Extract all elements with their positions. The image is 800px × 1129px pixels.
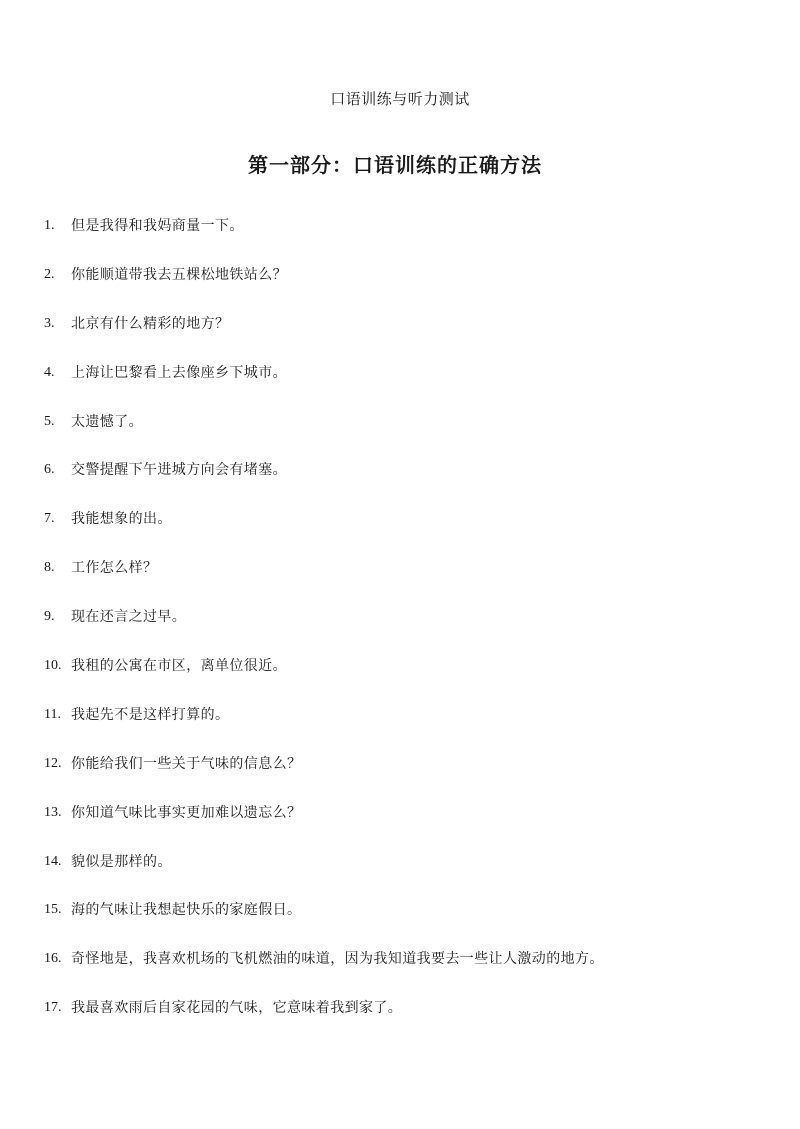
- item-number: 14.: [44, 853, 62, 869]
- item-text: 貌似是那样的。: [71, 853, 172, 870]
- item-text: 但是我得和我妈商量一下。: [71, 218, 244, 234]
- item-number: 3.: [44, 315, 55, 331]
- list-item: [44, 754, 764, 803]
- list-item: [44, 900, 764, 949]
- item-text: 海的气味让我想起快乐的家庭假日。: [71, 902, 302, 919]
- document-header-title: 口语训练与听力测试: [330, 90, 470, 108]
- item-number: 5.: [44, 413, 55, 429]
- item-text: 奇怪地是，我喜欢机场的飞机燃油的味道，因为我知道我要去一些让人激动的地方。: [71, 951, 604, 968]
- list-item: [44, 803, 764, 852]
- list-item: [44, 998, 764, 1047]
- list-item: [44, 656, 764, 705]
- list-item: [44, 705, 764, 754]
- list-item: [44, 363, 764, 412]
- item-text: 上海让巴黎看上去像座乡下城市。: [71, 364, 287, 381]
- item-text: 北京有什么精彩的地方？: [71, 315, 230, 332]
- item-text: 工作怎么样？: [71, 560, 158, 577]
- item-text: 现在还言之过早。: [71, 609, 187, 626]
- list-item: [44, 460, 764, 509]
- item-number: 10.: [44, 658, 62, 674]
- list-item: [44, 509, 764, 558]
- item-text: 我最喜欢雨后自家花园的气味，它意味着我到家了。: [71, 1000, 403, 1017]
- item-number: 16.: [44, 951, 62, 967]
- item-number: 12.: [44, 755, 62, 771]
- list-item: [44, 314, 764, 363]
- section-title: 第一部分：口语训练的正确方法: [248, 153, 542, 177]
- item-number: 11.: [44, 706, 61, 722]
- item-number: 8.: [44, 560, 55, 576]
- item-number: 2.: [44, 266, 55, 282]
- item-text: 我起先不是这样打算的。: [71, 706, 230, 723]
- list-item: [44, 412, 764, 461]
- item-text: 你知道气味比事实更加难以遗忘么？: [71, 804, 302, 821]
- item-text: 你能给我们一些关于气味的信息么？: [71, 755, 302, 772]
- list-item: [44, 265, 764, 314]
- item-text: 交警提醒下午进城方向会有堵塞。: [71, 462, 287, 479]
- list-item: [44, 949, 764, 998]
- sentence-list: [44, 216, 764, 1047]
- item-number: 9.: [44, 609, 55, 625]
- list-item: [44, 607, 764, 656]
- item-number: 15.: [44, 902, 62, 918]
- list-item: [44, 852, 764, 901]
- item-number: 13.: [44, 804, 62, 820]
- item-text: 你能顺道带我去五棵松地铁站么？: [71, 266, 287, 283]
- item-text: 我能想象的出。: [71, 511, 172, 528]
- item-number: 4.: [44, 364, 55, 380]
- item-text: 太遗憾了。: [71, 413, 143, 430]
- item-number: 7.: [44, 511, 55, 527]
- item-text: 我租的公寓在市区，离单位很近。: [71, 658, 287, 675]
- item-number: 1.: [44, 218, 55, 233]
- list-item: [44, 216, 764, 265]
- item-number: 17.: [44, 1000, 62, 1016]
- item-number: 6.: [44, 462, 55, 478]
- list-item: [44, 558, 764, 607]
